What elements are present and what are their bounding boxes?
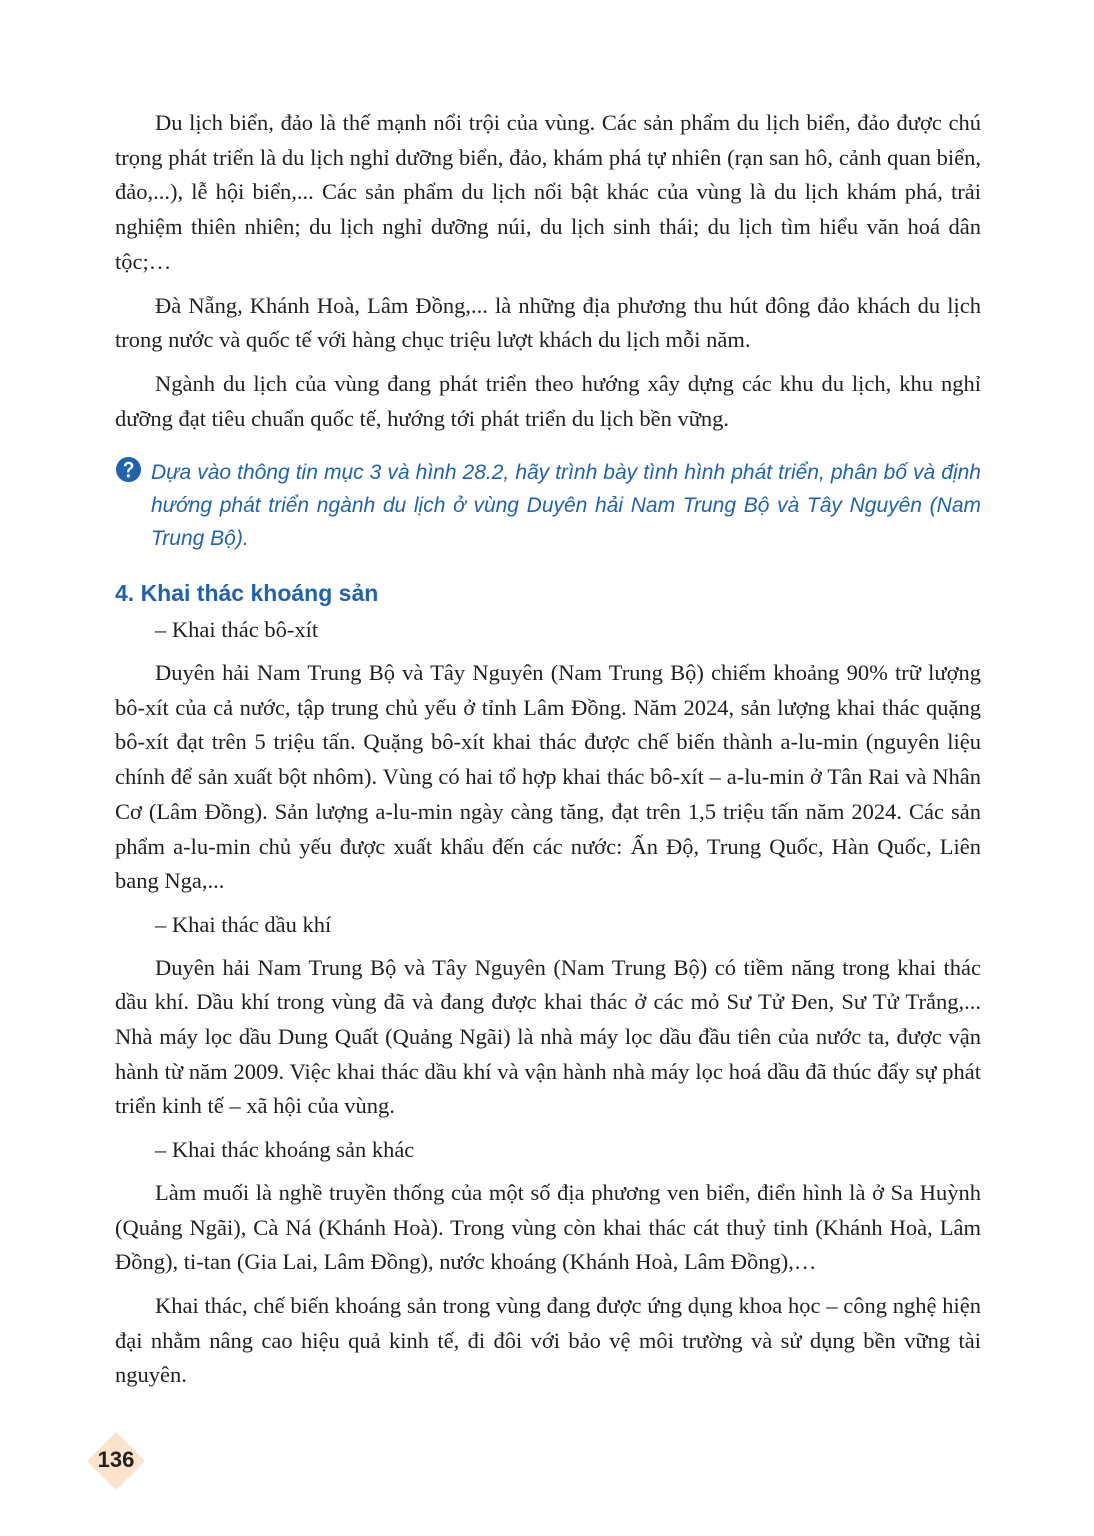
oil-paragraph: Duyên hải Nam Trung Bộ và Tây Nguyên (Nam Trung Bộ) có tiềm năng trong khai thác dầu khí. Dầu khí trong vùng đã và đang được khai thác ở các mỏ Sư Tử Đen, Sư Tử Trắng,... Nhà máy lọc dầu Dung Quất (Quảng Ngãi) là nhà máy lọc dầu đầu tiên của nước ta, được vận hành từ năm 2009. Việc khai thác dầu khí và vận hành nhà máy lọc hoá dầu đã thúc đẩy sự phát triển kinh tế – xã hội của vùng.: [115, 954, 981, 1119]
other-minerals-paragraph: Làm muối là nghề truyền thống của một số địa phương ven biển, điển hình là ở Sa Huỳnh (Quảng Ngãi), Cà Ná (Khánh Hoà). Trong vùng còn khai thác cát thuỷ tinh (Khánh Hoà, Lâm Đồng), ti-tan (Gia Lai, Lâm Đồng), nước khoáng (Khánh Hoà, Lâm Đồng),…: [115, 1179, 981, 1275]
question-box: [115, 456, 981, 555]
closing-paragraph: Khai thác, chế biến khoáng sản trong vùng đang được ứng dụng khoa học – công nghệ hiện đại nhằm nâng cao hiệu quả kinh tế, đi đôi với bảo vệ môi trường và sử dụng bền vững tài nguyên.: [115, 1292, 981, 1388]
oil-subheading: – Khai thác dầu khí: [155, 911, 332, 937]
bauxite-paragraph: Duyên hải Nam Trung Bộ và Tây Nguyên (Nam Trung Bộ) chiếm khoảng 90% trữ lượng bô-xít của cả nước, tập trung chủ yếu ở tỉnh Lâm Đồng. Năm 2024, sản lượng khai thác quặng bô-xít đạt trên 5 triệu tấn. Quặng bô-xít khai thác được chế biến thành a-lu-min (nguyên liệu chính để sản xuất bột nhôm). Vùng có hai tổ hợp khai thác bô-xít – a-lu-min ở Tân Rai và Nhân Cơ (Lâm Đồng). Sản lượng a-lu-min ngày càng tăng, đạt trên 1,5 triệu tấn năm 2024. Các sản phẩm a-lu-min chủ yếu được xuất khẩu đến các nước: Ấn Độ, Trung Quốc, Hàn Quốc, Liên bang Nga,...: [115, 660, 981, 894]
tourism-paragraph-2: Đà Nẵng, Khánh Hoà, Lâm Đồng,... là những địa phương thu hút đông đảo khách du lịch trong nước và quốc tế với hàng chục triệu lượt khách du lịch mỗi năm.: [115, 292, 981, 353]
question-text: Dựa vào thông tin mục 3 và hình 28.2, hãy trình bày tình hình phát triển, phân bố và định hướng phát triển ngành du lịch ở vùng Duyên hải Nam Trung Bộ và Tây Nguyên (Nam Trung Bộ).: [151, 461, 981, 551]
tourism-paragraph-3: Ngành du lịch của vùng đang phát triển theo hướng xây dựng các khu du lịch, khu nghỉ dưỡng đạt tiêu chuẩn quốc tế, hướng tới phát triển du lịch bền vững.: [115, 370, 981, 431]
bauxite-subheading: – Khai thác bô-xít: [155, 617, 319, 643]
question-icon: [115, 456, 142, 483]
page-content: [115, 106, 981, 1393]
tourism-paragraph-1: Du lịch biển, đảo là thế mạnh nổi trội của vùng. Các sản phẩm du lịch biển, đảo được chú trọng phát triển là du lịch nghỉ dưỡng biển, đảo, khám phá tự nhiên (rạn san hô, cảnh quan biển, đảo,...), lễ hội biển,... Các sản phẩm du lịch nổi bật khác của vùng là du lịch khám phá, trải nghiệm thiên nhiên; du lịch nghỉ dưỡng núi, du lịch sinh thái; du lịch tìm hiểu văn hoá dân tộc;…: [115, 110, 981, 274]
other-minerals-subheading: – Khai thác khoáng sản khác: [155, 1137, 415, 1163]
page-number: 136: [97, 1447, 135, 1472]
section-heading: 4. Khai thác khoáng sản: [115, 580, 379, 607]
